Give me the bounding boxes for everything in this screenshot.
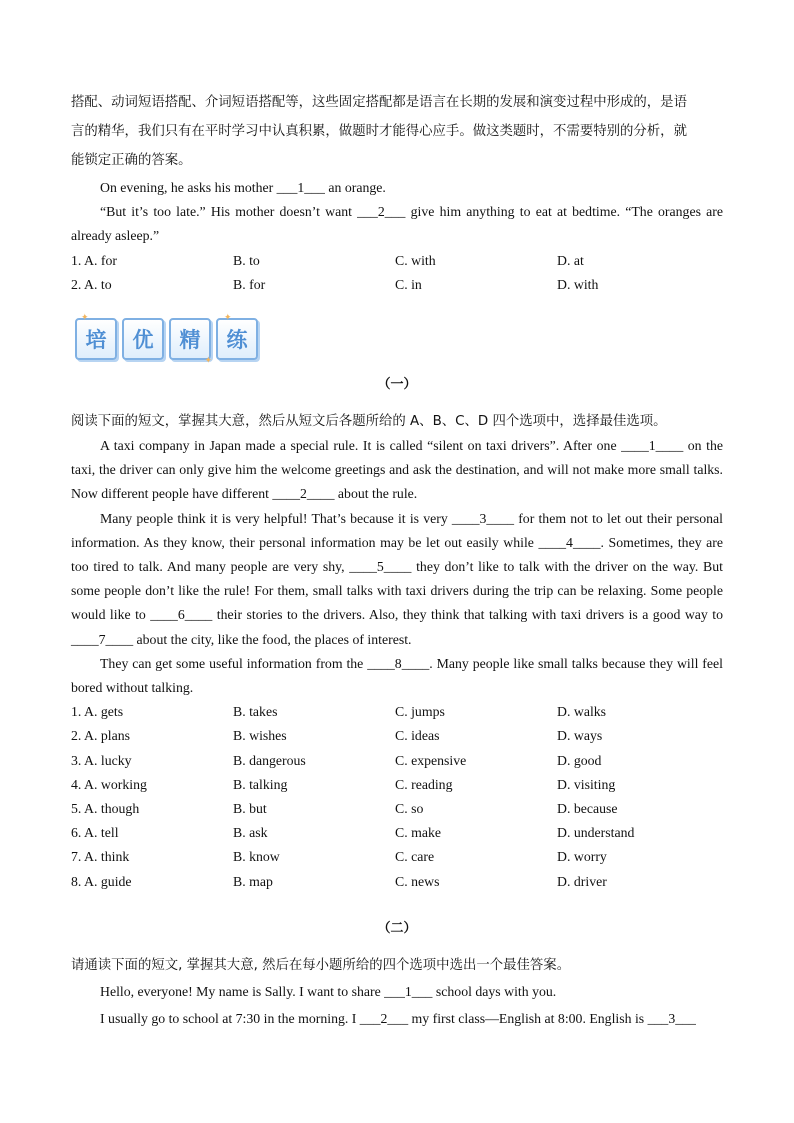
option: C. make — [395, 825, 441, 841]
option: D. walks — [557, 704, 607, 720]
passage-paragraph: I usually go to school at 7:30 in the morning. I ___2___ my first class—English at 8:00. English is ___3___ — [100, 1010, 696, 1026]
passage-paragraph: Hello, everyone! My name is Sally. I want to share ___1___ school days with you. — [100, 983, 557, 999]
option: 1. A. gets — [71, 704, 124, 720]
option: 4. A. working — [71, 776, 147, 792]
banner-tile: 优 — [122, 318, 164, 360]
passage-paragraph: They can get some useful information from the ____8____. Many people like small talks because they will feel bored without talking. — [71, 655, 723, 696]
question-options — [71, 700, 723, 894]
option: B. to — [233, 252, 260, 268]
passage-paragraph: A taxi company in Japan made a special rule. It is called “silent on taxi drivers”. After one ____1____ on the taxi, the driver can only give him the welcome greetings and ask the destination, and will not make more small talks. Now different people have different ____2____ about the rule. — [71, 438, 723, 502]
option: B. ask — [233, 825, 268, 841]
section-instruction: 请通读下面的短文, 掌握其大意, 然后在每小题所给的四个选项中选出一个最佳答案。 — [71, 957, 571, 973]
document-page — [71, 88, 723, 1032]
option: 2. A. plans — [71, 728, 131, 744]
option: D. ways — [557, 728, 603, 744]
option: B. talking — [233, 776, 288, 792]
option: C. ideas — [395, 728, 440, 744]
option: B. for — [233, 276, 266, 292]
option: C. jumps — [395, 704, 445, 720]
example-options — [71, 249, 723, 297]
option: B. but — [233, 801, 267, 817]
option: 3. A. lucky — [71, 752, 132, 768]
star-icon: ✦ — [224, 313, 232, 324]
passage-paragraph: Many people think it is very helpful! That’s because it is very ____3____ for them not to let out their personal information. As they know, their personal information may be let out easily while ____4____. Sometimes, they are too tired to talk. And many people are very shy, ____5____ they don’t like to talk with the driver on the way. But some people don’t like the rule! For them, small talks with taxi drivers during the trip can be relaxing. Some people would like to ____6____ their stories to the drivers. Also, they think that talking with taxi drivers is a good way to ____7____ about the city, like the food, the places of interest. — [71, 510, 723, 647]
option: D. worry — [557, 849, 607, 865]
option: B. map — [233, 873, 273, 889]
option: C. reading — [395, 776, 453, 792]
option: 7. A. think — [71, 849, 130, 865]
example-paragraph: “But it’s too late.” His mother doesn’t want ___2___ give him anything to eat at bedtime. “The oranges are already asleep.” — [71, 204, 723, 244]
option: 8. A. guide — [71, 873, 132, 889]
option: C. in — [395, 276, 422, 292]
intro-line: 言的精华，我们只有在平时学习中认真积累，做题时才能得心应手。做这类题时，不需要特别的分析，就 — [71, 124, 687, 139]
section-number: （二） — [377, 920, 417, 936]
option: C. with — [395, 252, 436, 268]
section-instruction: 阅读下面的短文，掌握其大意，然后从短文后各题所给的 A、B、C、D 四个选项中，选择最佳选项。 — [71, 414, 667, 430]
banner-tile: ✦ 练 — [216, 318, 258, 360]
option: D. good — [557, 752, 602, 768]
banner-tile: ✦ 精 — [169, 318, 211, 360]
star-icon: ✦ — [81, 313, 89, 324]
option: D. because — [557, 801, 618, 817]
option: C. expensive — [395, 752, 467, 768]
option: D. visiting — [557, 776, 616, 792]
option: B. know — [233, 849, 280, 865]
banner-tile: ✦ 培 — [75, 318, 117, 360]
option: D. understand — [557, 825, 635, 841]
option: 2. A. to — [71, 276, 112, 292]
option: 5. A. though — [71, 801, 140, 817]
intro-line: 能锁定正确的答案。 — [71, 153, 192, 168]
option: 6. A. tell — [71, 825, 119, 841]
section-banner — [75, 313, 723, 367]
option: 1. A. for — [71, 252, 117, 268]
option: D. with — [557, 276, 599, 292]
option: B. wishes — [233, 728, 287, 744]
option: D. driver — [557, 873, 607, 889]
option: B. dangerous — [233, 752, 306, 768]
option: C. care — [395, 849, 435, 865]
intro-line: 搭配、动词短语搭配、介词短语搭配等，这些固定搭配都是语言在长期的发展和演变过程中形成的，是语 — [71, 95, 687, 110]
option: D. at — [557, 252, 584, 268]
option: C. so — [395, 801, 424, 817]
example-paragraph: On evening, he asks his mother ___1___ an orange. — [100, 180, 386, 195]
star-icon: ✦ — [204, 356, 212, 367]
section-number: （一） — [377, 377, 417, 393]
option: B. takes — [233, 704, 278, 720]
option: C. news — [395, 873, 440, 889]
